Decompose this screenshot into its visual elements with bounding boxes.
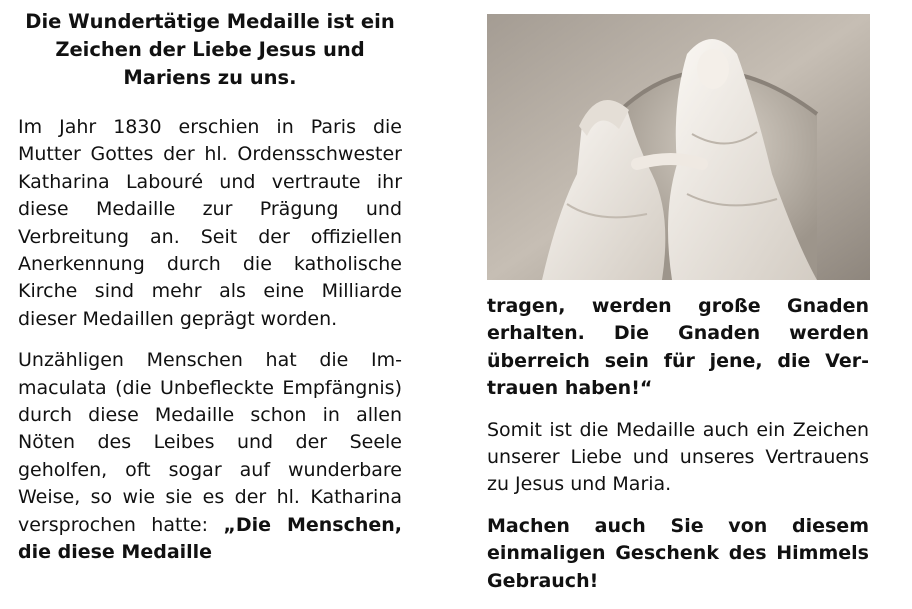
right-column — [487, 293, 869, 609]
page-heading: Die Wundertätige Medaille ist ein Zeichen der Liebe Jesus und Mariens zu uns. — [25, 10, 395, 89]
quote-continuation: tragen, werden große Gnaden erhalten. Die Gnaden werden überreich sein für jene, die Vertrauen haben!“ — [487, 295, 869, 400]
paragraph-trust: Somit ist die Medaille auch ein Zeichen unserer Liebe und unseres Vertrauens zu Jesus und Maria. — [487, 418, 869, 496]
statue-image-illustration — [487, 14, 870, 280]
quote-start: „Die Menschen, die diese Medaille — [18, 513, 402, 564]
paragraph-miracles — [18, 347, 402, 566]
mary-head — [697, 49, 729, 89]
left-column — [18, 8, 402, 581]
catherine-arm — [637, 159, 702, 164]
statue-photo — [487, 14, 870, 280]
call-to-action: Machen auch Sie von diesem einmaligen Geschenk des Himmels Gebrauch! — [487, 514, 869, 592]
paragraph-miracles-text: Unzähligen Menschen hat die Immaculata (die Unbefleckte Empfängnis) durch diese Medaille schon in allen Nöten des Leibes und der Seele geholfen, oft sogar auf wunderbare Weise, so wie sie es der hl. Katharina versprochen hatte: — [18, 349, 402, 536]
paragraph-history: Im Jahr 1830 erschien in Paris die Mutter Gottes der hl. Ordensschwester Katharina Labouré und vertraute ihr diese Medaille zur Prägung und Verbreitung an. Seit der offiziellen Anerkennung durch die katholische Kirche sind mehr als eine Milliarde dieser Medaillen geprägt worden. — [18, 116, 402, 330]
